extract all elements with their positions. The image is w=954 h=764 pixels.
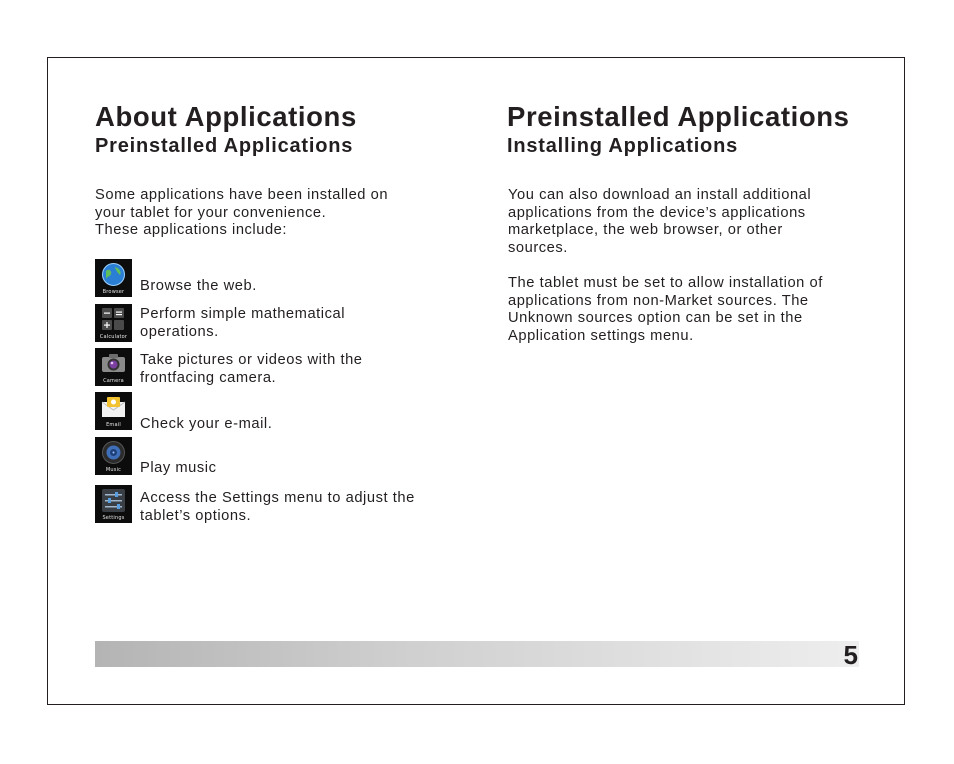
app-item-calculator (95, 304, 455, 342)
desc-line: Perform simple mathematical (140, 306, 346, 322)
right-paragraph-2 (508, 275, 868, 345)
para-line: You can also download an install additional (508, 187, 812, 203)
app-description (140, 416, 450, 434)
right-title: Preinstalled Applications (507, 101, 850, 132)
desc-line: Take pictures or videos with the (140, 352, 363, 368)
para-line: marketplace, the web browser, or other (508, 222, 783, 239)
app-item-settings (95, 485, 455, 523)
para-line: Application settings menu. (508, 327, 694, 344)
desc-line: Check your e-mail. (140, 416, 273, 432)
para-line: The tablet must be set to allow installation of (508, 275, 823, 291)
left-subtitle: Preinstalled Applications (95, 135, 354, 157)
browser-icon (95, 259, 132, 297)
app-description (140, 278, 450, 296)
para-line: Unknown sources option can be set in the (508, 310, 803, 327)
right-paragraph-1 (508, 187, 868, 257)
app-description (140, 460, 450, 478)
footer-bar (95, 640, 859, 670)
left-column (95, 100, 455, 158)
para-line: sources. (508, 239, 568, 256)
app-description (140, 352, 450, 387)
calculator-icon (95, 304, 132, 342)
app-item-browser (95, 259, 455, 297)
icon-caption: Music (105, 467, 122, 473)
desc-line: tablet’s options. (140, 507, 252, 524)
left-title: About Applications (95, 101, 357, 132)
page-number: 5 (843, 640, 858, 670)
icon-caption: Calculator (99, 334, 128, 340)
music-icon (95, 437, 132, 475)
app-item-camera (95, 348, 455, 386)
email-icon (95, 392, 132, 430)
icon-caption: Settings (102, 515, 125, 521)
intro-line: These applications include: (95, 222, 288, 239)
app-description (140, 306, 450, 341)
icon-caption: Email (106, 422, 121, 428)
icon-caption: Camera (103, 378, 124, 384)
desc-line: operations. (140, 323, 219, 340)
para-line: applications from the device’s applications (508, 204, 806, 221)
intro-line: your tablet for your convenience. (95, 204, 327, 221)
desc-line: Play music (140, 460, 217, 476)
app-description (140, 490, 450, 525)
para-line: applications from non-Market sources. The (508, 292, 809, 309)
app-item-email (95, 392, 455, 430)
right-subtitle: Installing Applications (507, 135, 739, 157)
settings-icon (95, 485, 132, 523)
camera-icon (95, 348, 132, 386)
desc-line: Browse the web. (140, 278, 257, 294)
left-intro (95, 187, 455, 240)
icon-caption: Browser (102, 289, 125, 295)
intro-line: Some applications have been installed on (95, 187, 389, 203)
right-column (507, 100, 867, 158)
app-item-music (95, 437, 455, 475)
desc-line: Access the Settings menu to adjust the (140, 490, 415, 506)
desc-line: frontfacing camera. (140, 369, 277, 386)
